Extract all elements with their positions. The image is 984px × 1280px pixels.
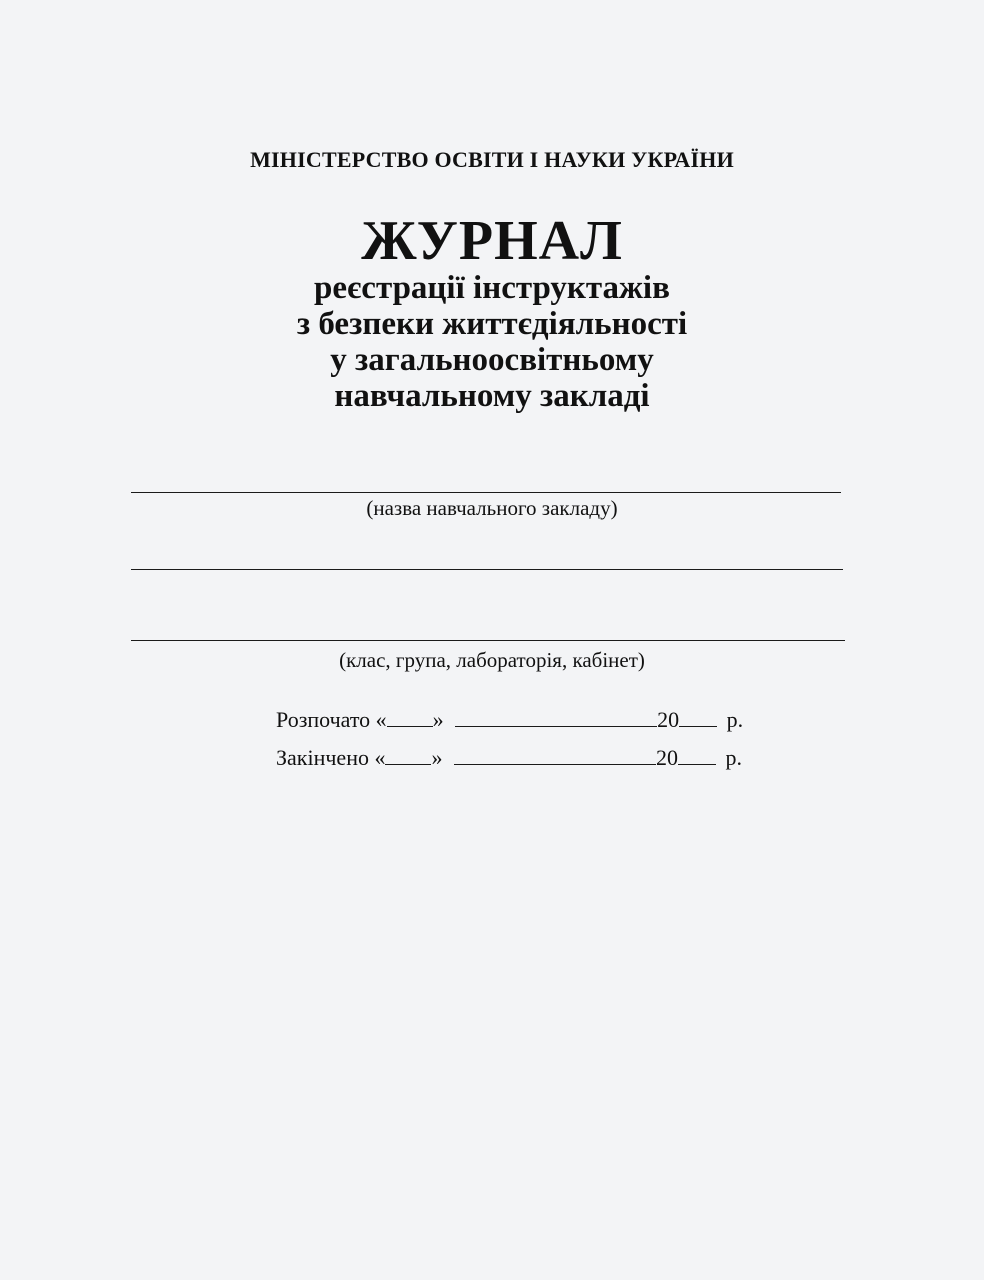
class-line	[131, 640, 845, 641]
finished-day-blank	[385, 748, 431, 765]
started-quote-close: »	[432, 707, 444, 732]
finished-year-suffix: р.	[725, 745, 742, 770]
started-label: Розпочато «	[276, 707, 387, 732]
finished-month-blank	[454, 748, 656, 765]
class-caption: (клас, група, лабораторія, кабінет)	[339, 648, 645, 672]
finished-quote-close: »	[431, 745, 443, 770]
subtitle-line-4: навчальному закладі	[334, 378, 650, 414]
dates-block	[276, 701, 743, 777]
finished-row	[276, 739, 743, 777]
finished-label: Закінчено «	[276, 745, 386, 770]
institution-name-caption: (назва навчального закладу)	[366, 496, 618, 520]
subtitle-line-1: реєстрації інструктажів	[314, 270, 670, 306]
started-year-suffix: р.	[726, 707, 744, 732]
subtitle-line-3: у загальноосвітньому	[330, 342, 654, 378]
finished-year-prefix: 20	[655, 745, 678, 770]
started-month-blank	[455, 710, 657, 727]
started-day-blank	[387, 710, 433, 727]
started-year-prefix: 20	[657, 707, 680, 732]
journal-title: ЖУРНАЛ	[361, 210, 623, 272]
journal-subtitle	[0, 270, 984, 414]
started-row	[276, 701, 743, 739]
finished-year-blank	[678, 748, 716, 765]
started-year-blank	[679, 710, 717, 727]
blank-line	[131, 569, 843, 570]
institution-name-line	[131, 492, 841, 493]
subtitle-line-2: з безпеки життєдіяльності	[296, 306, 688, 342]
ministry-heading: МІНІСТЕРСТВО ОСВІТИ І НАУКИ УКРАЇНИ	[250, 147, 734, 172]
